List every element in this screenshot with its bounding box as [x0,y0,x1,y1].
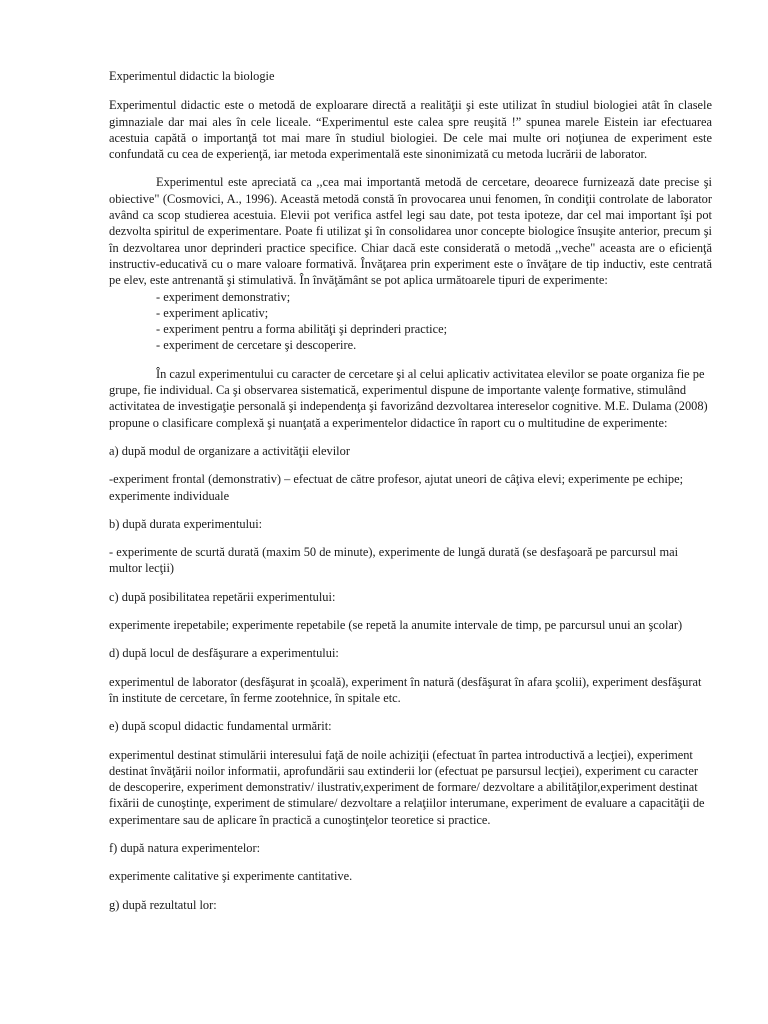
experiment-types-list [109,289,712,354]
section-a-heading: a) după modul de organizare a activităţii elevilor [109,443,350,458]
section-e-body: experimentul destinat stimulării interesului faţă de noile achiziţii (efectuat în partea introductivă a lecţiei), experiment destinat învăţării noilor informatii, aprofundării sau extinderii lor (efectuat pe parsursul lecţiei), experiment cu caracter de descoperire, experiment demonstrativ/ ilustrativ,experiment de formare/ dezvoltare a abilităţilor,experiment destinat fixării de cunoştinţe, experiment de stimulare/ dezvoltare a relaţiilor interumane, experiment de evaluare a capacităţii de experimentare sau de aplicare în practică a cunoştinţelor teoretice si practice. [109,747,705,827]
section-f-body: experimente calitative şi experimente cantitative. [109,869,353,884]
section-c-heading: c) după posibilitatea repetării experimentului: [109,589,336,604]
section-g-heading: g) după rezultatul lor: [109,897,217,912]
document-title: Experimentul didactic la biologie [109,69,275,83]
document-body [109,68,712,925]
section-e-heading: e) după scopul didactic fundamental urmărit: [109,719,332,734]
section-b-heading: b) după durata experimentului: [109,516,263,531]
section-d-heading: d) după locul de desfăşurare a experimentului: [109,646,339,661]
list-item: - experiment pentru a forma abilităţi şi deprinderi practice; [156,322,448,337]
paragraph-intro: Experimentul didactic este o metodă de exploarare directă a realităţii şi este utilizat în studiul biologiei atât în clasele gimnaziale dar mai ales în cele liceale. “Experimentul este calea spre reuşită !” spunea marele Eistein iar efectuarea acestuia capătă o importanţă tot mai mare în studiul biologiei. De cele mai multe ori noţiunea de experiment este confundată cu cea de experienţă, iar metoda experimentală este sinonimizată cu metoda lucrării de laborator. [109,98,712,162]
section-a-body: -experiment frontal (demonstrativ) – efectuat de către profesor, ajutat uneori de câţiva elevi; experimente pe echipe; experimente individuale [109,472,684,503]
paragraph-classification: În cazul experimentului cu caracter de cercetare şi al celui aplicativ activitatea elevilor se poate organiza fie pe grupe, fie individual. Ca şi observarea sistematică, experimentul dispune de importante valenţe formative, stimulând activitatea de investigaţie personală şi independenţa şi favorizând dezvoltarea intereselor cognitive. M.E. Dulama (2008) propune o clasificare complexă şi nuanţată a experimentelor didactice în raport cu o multitudine de experimente: [109,366,708,430]
section-d-body: experimentul de laborator (desfăşurat in şcoală), experiment în natură (desfăşurat în afara şcolii), experiment desfăşurat în institute de cercetare, în ferme zootehnice, în spitale etc. [109,674,702,705]
list-item: - experiment demonstrativ; [156,289,291,304]
section-b-body: - experimente de scurtă durată (maxim 50 de minute), experimente de lungă durată (se desfaşoară pe parcursul mai multor lecţii) [109,545,679,576]
paragraph-method: Experimentul este apreciată ca ,,cea mai importantă metodă de cercetare, deoarece furnizează date precise şi obiective" (Cosmovici, A., 1996). Această metodă constă în provocarea unui fenomen, în condiţii controlate de laborator având ca scop studierea acestuia. Elevii pot verifica astfel legi sau date, pot testa ipoteze, dar cel mai important îşi pot dezvolta spiritul de experimentare. Poate fi utilizat şi în consolidarea unor concepte biologice însuşite anterior, precum şi în dezvoltarea unor deprinderi practice specifice. Chiar dacă este considerată o metodă ,,veche" aceasta are o eficienţă instructiv-educativă cu o mare valoare formativă. Învăţarea prin experiment este o învăţare de tip inductiv, este centrată pe elev, este antrenantă şi stimulativă. În învăţământ se pot aplica următoarele tipuri de experimente: [109,175,712,288]
section-f-heading: f) după natura experimentelor: [109,840,261,855]
section-c-body: experimente irepetabile; experimente repetabile (se repetă la anumite intervale de timp, pe parcursul unui an şcolar) [109,618,683,633]
list-item: - experiment aplicativ; [156,305,269,320]
list-item: - experiment de cercetare şi descoperire. [156,338,357,353]
